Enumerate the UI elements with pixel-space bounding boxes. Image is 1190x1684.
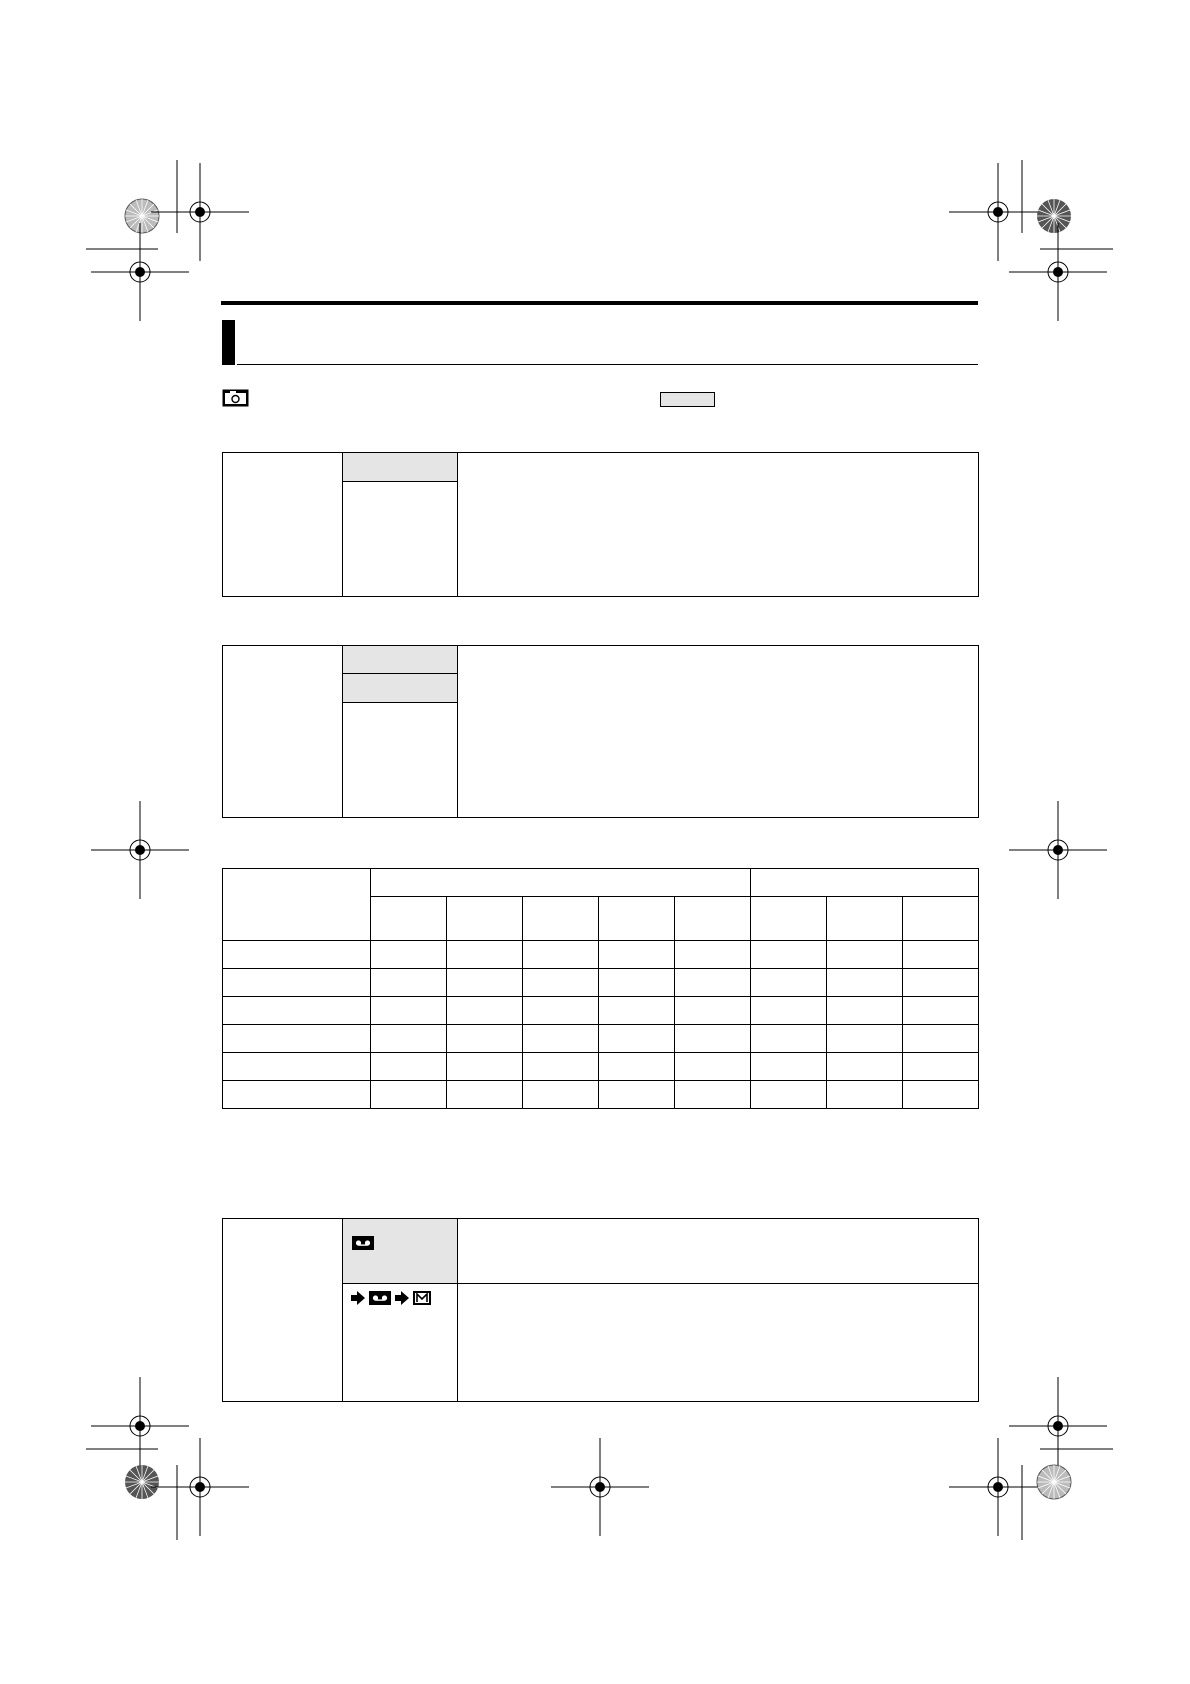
table-cell: [827, 997, 903, 1025]
mode-sequence: [351, 1291, 431, 1305]
table-cell: [371, 997, 447, 1025]
tape-icon: [369, 1291, 391, 1305]
menu-2-option-selected: [343, 646, 457, 702]
table-row-label: [223, 1053, 371, 1081]
table-row-label: [223, 1081, 371, 1109]
table-subheader: [751, 897, 827, 941]
table-subheader: [371, 897, 447, 941]
header-rule: [221, 301, 978, 305]
table-cell: [523, 1053, 599, 1081]
table-cell: [599, 941, 675, 969]
table-cell: [371, 1053, 447, 1081]
table-cell: [827, 1025, 903, 1053]
table-cell: [599, 997, 675, 1025]
table-subheader: [675, 897, 751, 941]
arrow-right-icon: [395, 1291, 409, 1305]
table-cell: [827, 969, 903, 997]
mode-indicator-box: [660, 392, 715, 407]
menu-table-3: [222, 1218, 979, 1402]
table-subheader: [447, 897, 523, 941]
table-cell: [751, 969, 827, 997]
table-cell: [751, 1025, 827, 1053]
table-row-label: [223, 969, 371, 997]
table-cell: [675, 1025, 751, 1053]
table-cell: [371, 941, 447, 969]
table-group-header-2: [751, 869, 979, 897]
table-cell: [751, 1081, 827, 1109]
title-underline: [237, 364, 978, 365]
table-row: [223, 1081, 979, 1109]
table-row: [223, 1025, 979, 1053]
table-cell: [903, 1025, 979, 1053]
table-subheader: [827, 897, 903, 941]
table-cell: [447, 941, 523, 969]
arrow-right-icon: [351, 1291, 365, 1305]
section-title-bar: [222, 320, 235, 365]
table-row: [223, 941, 979, 969]
table-cell: [675, 941, 751, 969]
table-cell: [751, 1053, 827, 1081]
table-row-label: [223, 1025, 371, 1053]
table-cell: [447, 997, 523, 1025]
table-cell: [599, 969, 675, 997]
table-cell: [447, 969, 523, 997]
table-corner-cell: [223, 869, 371, 941]
table-cell: [447, 1053, 523, 1081]
menu-3-option-selected: [343, 1219, 457, 1283]
table-cell: [675, 997, 751, 1025]
table-cell: [751, 997, 827, 1025]
table-cell: [447, 1081, 523, 1109]
table-cell: [903, 997, 979, 1025]
table-cell: [523, 1025, 599, 1053]
table-cell: [447, 1025, 523, 1053]
table-cell: [523, 941, 599, 969]
spec-table: [222, 868, 979, 1109]
menu-table-1: [222, 452, 979, 597]
table-row: [223, 969, 979, 997]
table-row: [223, 1053, 979, 1081]
menu-table-2: [222, 645, 979, 818]
table-cell: [903, 1053, 979, 1081]
table-cell: [371, 969, 447, 997]
table-cell: [903, 1081, 979, 1109]
table-cell: [903, 969, 979, 997]
table-row: [223, 997, 979, 1025]
table-subheader: [523, 897, 599, 941]
table-cell: [523, 1081, 599, 1109]
menu-1-option-selected: [343, 453, 457, 481]
table-cell: [675, 1053, 751, 1081]
table-cell: [827, 941, 903, 969]
table-cell: [827, 1053, 903, 1081]
table-cell: [599, 1081, 675, 1109]
tape-icon: [352, 1236, 374, 1250]
table-cell: [599, 1025, 675, 1053]
table-group-header-1: [371, 869, 751, 897]
table-row-label: [223, 941, 371, 969]
table-cell: [371, 1081, 447, 1109]
table-cell: [523, 997, 599, 1025]
manual-m-icon: [413, 1291, 431, 1305]
camera-icon: [222, 389, 249, 407]
table-subheader: [903, 897, 979, 941]
table-cell: [371, 1025, 447, 1053]
table-row-label: [223, 997, 371, 1025]
table-cell: [675, 1081, 751, 1109]
table-cell: [903, 941, 979, 969]
table-cell: [675, 969, 751, 997]
table-subheader: [599, 897, 675, 941]
table-cell: [599, 1053, 675, 1081]
table-cell: [751, 941, 827, 969]
table-cell: [827, 1081, 903, 1109]
table-cell: [523, 969, 599, 997]
